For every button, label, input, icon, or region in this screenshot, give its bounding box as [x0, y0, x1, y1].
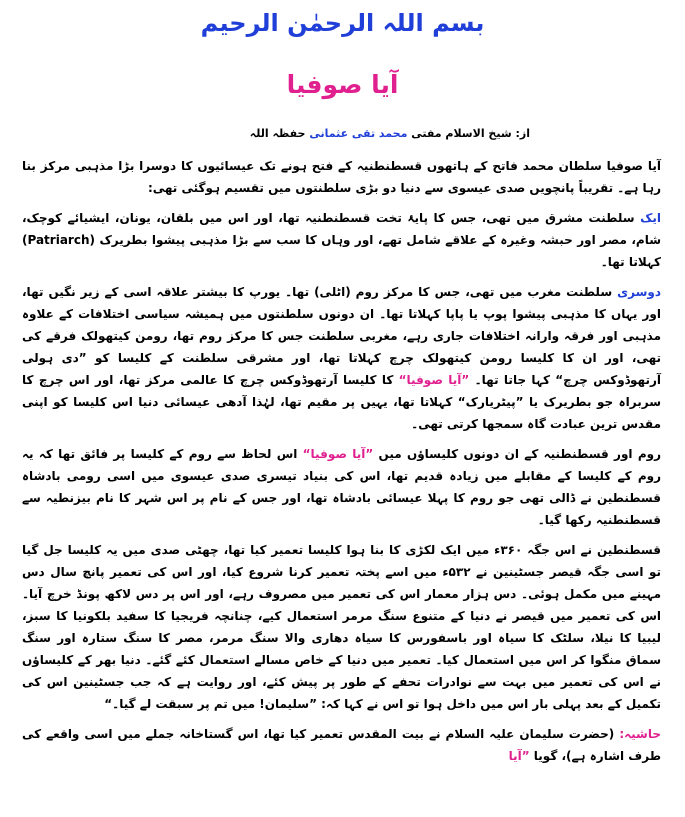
- paragraph-eastern-empire: [22, 207, 661, 273]
- paragraph-text: اس لحاظ سے روم کے کلیسا پر فائق تھا کہ یہ روم کے کلیسا کے مقابلے میں زیادہ قدیم تھا، اس کی بنیاد تیسری صدی عیسوی میں اسی رومی بادشاہ قسطنطین نے ڈالی تھی جو روم کا پہلا عیسائی بادشاہ تھا، اور جس کے نام پر اس شہر کا نام بیزنطیہ سے قسطنطنیہ رکھا گیا۔: [22, 447, 661, 527]
- paragraph-text: روم اور قسطنطنیہ کے ان دونوں کلیساؤں میں: [378, 447, 661, 461]
- author-line: [250, 125, 530, 143]
- author-prefix: از: شیخ الاسلام مفتی: [407, 127, 530, 140]
- article-body: [22, 155, 661, 775]
- paragraph-text: سلطنت مشرق میں تھی، جس کا پایۂ تخت قسطنطنیہ تھا، اور اس میں بلقان، یونان، ایشیائے کوچک، شام، مصر اور حبشہ وغیرہ کے علاقے شامل تھے، اور وہاں کا سب سے بڑا مذہبی پیشوا بطریرک (Patriarch) کہلاتا تھا۔: [22, 211, 661, 269]
- paragraph-lead-word: دوسری: [617, 285, 661, 299]
- highlight-aya-sofia: ”آیا صوفیا“: [297, 447, 379, 461]
- highlight-aya: ”آیا: [508, 749, 534, 763]
- paragraph-western-empire: [22, 281, 661, 435]
- paragraph-comparison: [22, 443, 661, 531]
- paragraph-construction: قسطنطین نے اس جگہ ۳۶۰ء میں ایک لکڑی کا بنا ہوا کلیسا تعمیر کیا تھا، چھٹی صدی میں یہ کلیسا جل گیا تو اسی جگہ قیصر جسٹینین نے ۵۳۲ء میں اسے پختہ تعمیر کرنا شروع کیا، اور اس کی تعمیر پانچ سال دس مہینے میں مکمل ہوئی۔ دس ہزار معمار اس کی تعمیر میں مصروف رہے، اور اس پر دس لاکھ پونڈ خرچ آیا۔ اس کی تعمیر میں قیصر نے دنیا کے متنوع سنگ مرمر استعمال کیے، چنانچہ فریجیا کا سفید بلکونیا کا سبز، لیبیا کا نیلا، سلٹک کا سیاہ اور باسفورس کا سیاہ دھاری والا سنگ مرمر، مصر کا سنگ ستارہ اور سنگ سماق منگوا کر اس میں استعمال کیا۔ تعمیر میں دنیا کے خاص مسالے استعمال کئے گئے۔ دنیا بھر کے کلیساؤں نے اس کی تعمیر میں بہت سے نوادرات تحفے کے طور پر پیش کئے، اور روایت ہے کہ جب جسٹینین اس کی تکمیل کے بعد پہلی بار اس میں داخل ہوا تو اس نے کہا کہ: ”سلیمان! میں تم پر سبقت لے گیا۔“: [22, 543, 661, 711]
- author-suffix: حفظہ اللہ: [249, 127, 310, 140]
- highlight-aya-sofia: ”آیا صوفیا“: [393, 373, 475, 387]
- page-title: آیا صوفیا: [286, 70, 399, 99]
- bismillah-heading: بسم اللہ الرحمٰن الرحیم: [200, 9, 485, 37]
- paragraph-text: سلطنت مغرب میں تھی، جس کا مرکز روم (اٹلی) تھا۔ یورپ کا بیشتر علاقہ اسی کے زیر نگیں تھا، اور یہاں کا مذہبی پیشوا پوپ یا پاپا کہلاتا تھا۔ ان دونوں سلطنتوں میں ہمیشہ سیاسی اختلافات کے علاوہ مذہبی اور فرقہ وارانہ اختلافات جاری رہے، مغربی سلطنت جس کا مرکز روم تھا، رومن کیتھولک فرقے کی تھی، اور ان کا کلیسا رومن کیتھولک چرچ کہلاتا تھا، اور مشرقی سلطنت کے کلیسا کو ”دی ہولی آرتھوڈوکس چرچ“ کہا جاتا تھا۔: [22, 285, 661, 387]
- paragraph-lead-word: ایک: [640, 211, 661, 225]
- paragraph-intro: آیا صوفیا سلطان محمد فاتح کے ہاتھوں قسطنطنیہ کے فتح ہونے تک عیسائیوں کا دوسرا بڑا مذہبی مرکز بنا رہا ہے۔ تقریباً پانچویں صدی عیسوی سے دنیا دو بڑی سلطنتوں میں تقسیم ہوگئی تھی:: [22, 159, 661, 195]
- author-name: محمد تقی عثمانی: [309, 127, 408, 140]
- footnote-text: (حضرت سلیمان علیہ السلام نے بیت المقدس تعمیر کیا تھا، اس گستاخانہ جملے میں اسی واقعے کی طرف اشارہ ہے)، گویا: [22, 727, 661, 763]
- footnote: [22, 723, 661, 767]
- footnote-label: حاشیہ:: [619, 727, 661, 741]
- paragraph-text: کا کلیسا آرتھوڈوکس چرچ کا عالمی مرکز تھا، اور اس چرچ کا سربراہ جو بطریرک یا ”پیٹریارک“ کہلاتا تھا، یہیں پر مقیم تھا، لہٰذا آدھی عیسائی دنیا اس کلیسا کو اپنی مقدس ترین عبادت گاہ سمجھا کرتی تھی۔: [22, 373, 661, 431]
